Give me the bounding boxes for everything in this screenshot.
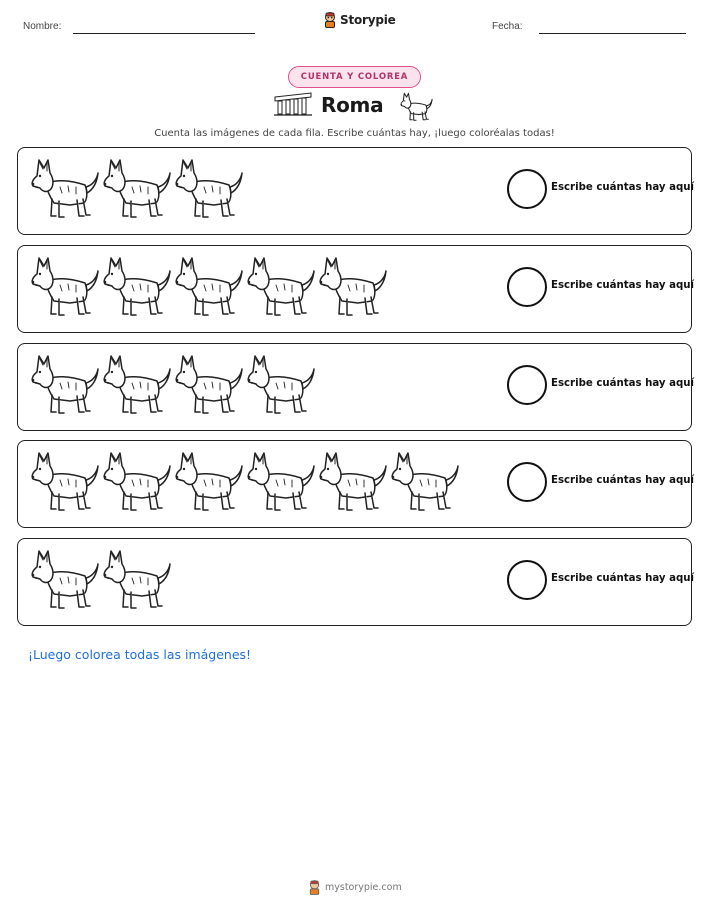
activity-badge: CUENTA Y COLOREA (288, 66, 421, 88)
answer-circle[interactable] (507, 169, 547, 209)
count-row-5 (17, 538, 695, 626)
wolf-icon (246, 450, 318, 514)
wolf-icon (102, 548, 174, 612)
answer-label: Escribe cuántas hay aquí (551, 475, 695, 486)
wolf-group (30, 255, 390, 319)
count-row-2 (17, 245, 695, 333)
brand-name: Storypie (340, 13, 396, 27)
answer-circle[interactable] (507, 365, 547, 405)
wolf-icon (174, 157, 246, 221)
answer-label: Escribe cuántas hay aquí (551, 280, 695, 291)
wolf-icon (30, 255, 102, 319)
wolf-icon (102, 157, 174, 221)
wolf-icon (30, 450, 102, 514)
count-row-1 (17, 147, 695, 235)
wolf-icon (390, 450, 462, 514)
wolf-group (30, 450, 462, 514)
date-label: Fecha: (492, 21, 523, 32)
wolf-icon (30, 548, 102, 612)
count-row-3 (17, 343, 695, 431)
answer-label: Escribe cuántas hay aquí (551, 573, 695, 584)
wolf-icon (102, 450, 174, 514)
footer (308, 880, 402, 895)
wolf-group (30, 157, 246, 221)
name-line[interactable] (73, 33, 255, 34)
instructions-text: Cuenta las imágenes de cada fila. Escribe cuántas hay, ¡luego coloréalas todas! (154, 128, 555, 139)
storypie-logo-icon (308, 880, 321, 895)
wolf-icon (102, 353, 174, 417)
wolf-icon (30, 353, 102, 417)
name-label: Nombre: (23, 21, 62, 32)
footer-site: mystorypie.com (325, 882, 402, 893)
storypie-logo-icon (323, 12, 337, 28)
roman-ruins-icon (273, 91, 313, 117)
brand-logo (323, 12, 396, 28)
wolf-icon (318, 450, 390, 514)
wolf-icon (246, 353, 318, 417)
date-line[interactable] (539, 33, 686, 34)
wolf-icon (318, 255, 390, 319)
wolf-icon (174, 450, 246, 514)
answer-circle[interactable] (507, 560, 547, 600)
count-row-4 (17, 440, 695, 528)
wolf-icon (400, 91, 434, 123)
wolf-icon (174, 353, 246, 417)
answer-circle[interactable] (507, 462, 547, 502)
answer-label: Escribe cuántas hay aquí (551, 182, 695, 193)
wolf-icon (102, 255, 174, 319)
answer-label: Escribe cuántas hay aquí (551, 378, 695, 389)
wolf-group (30, 548, 174, 612)
page-title: Roma (321, 93, 384, 117)
coloring-note: ¡Luego colorea todas las imágenes! (28, 647, 252, 662)
answer-circle[interactable] (507, 267, 547, 307)
wolf-icon (246, 255, 318, 319)
wolf-group (30, 353, 318, 417)
wolf-icon (174, 255, 246, 319)
wolf-icon (30, 157, 102, 221)
